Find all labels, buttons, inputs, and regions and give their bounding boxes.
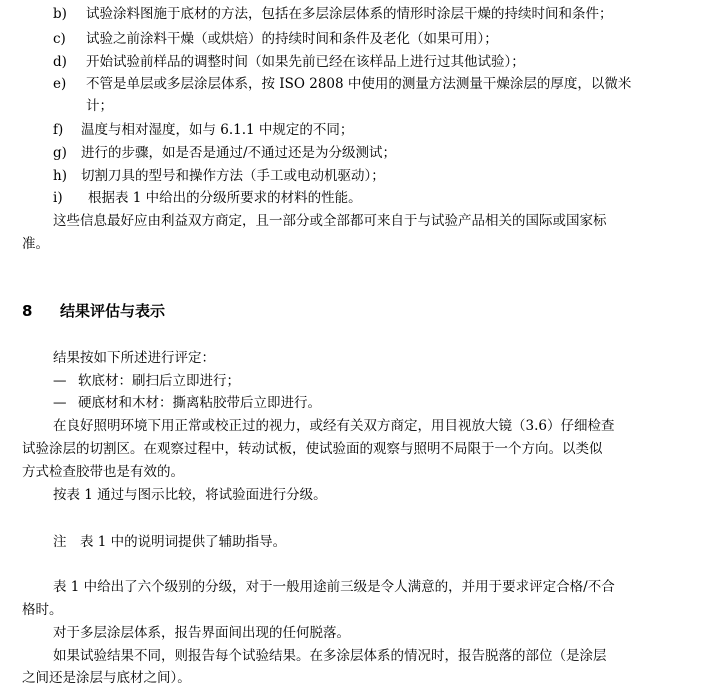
- inspection-paragraph-line-1: 在良好照明环境下用正常或校正过的视力，或经有关双方商定，用目视放大镜（3.6）仔细检查: [53, 418, 615, 434]
- list-item-i: 根据表 1 中给出的分级所要求的材料的性能。: [88, 190, 362, 206]
- list-marker-e: e): [53, 76, 67, 92]
- list-marker-f: f): [53, 122, 64, 138]
- list-item-e: 不管是单层或多层涂层体系，按 ISO 2808 中使用的测量方法测量干燥涂层的厚度，以微米: [86, 76, 632, 92]
- list-marker-g: g): [53, 145, 67, 161]
- list-item-d: 开始试验前样品的调整时间（如果先前已经在该样品上进行过其他试验）；: [86, 54, 525, 70]
- list-item-g: 进行的步骤，如是否是通过/不通过还是为分级测试；: [81, 145, 397, 161]
- table-paragraph-line-2: 格时。: [22, 602, 63, 618]
- list-item-f: 温度与相对湿度，如与 6.1.1 中规定的不同；: [81, 122, 354, 138]
- section-number: 8: [22, 302, 33, 320]
- differ-paragraph-line-1: 如果试验结果不同，则报告每个试验结果。在多涂层体系的情况时，报告脱落的部位（是涂层: [53, 648, 607, 664]
- list-item-b: 试验涂料图施于底材的方法，包括在多层涂层体系的情形时涂层干燥的持续时间和条件；: [86, 6, 613, 22]
- info-paragraph-line-2: 准。: [22, 236, 49, 252]
- section-title: 结果评估与表示: [60, 302, 166, 320]
- dash-marker-2: —: [53, 395, 67, 411]
- list-marker-c: c): [53, 31, 66, 47]
- list-marker-b: b): [53, 6, 67, 22]
- list-marker-d: d): [53, 54, 67, 70]
- list-item-e-continued: 计；: [86, 98, 113, 114]
- compare-paragraph: 按表 1 通过与图示比较，将试验面进行分级。: [53, 487, 327, 503]
- assessment-intro: 结果按如下所述进行评定：: [53, 350, 215, 366]
- dash-item-soft-substrate: 软底材：刷扫后立即进行；: [78, 373, 240, 389]
- list-marker-h: h): [53, 168, 67, 184]
- multilayer-paragraph: 对于多层涂层体系，报告界面间出现的任何脱落。: [53, 625, 350, 641]
- differ-paragraph-line-2: 之间还是涂层与底材之间）。: [22, 670, 191, 686]
- list-item-h: 切割刀具的型号和操作方法（手工或电动机驱动）；: [81, 168, 385, 184]
- info-paragraph-line-1: 这些信息最好应由利益双方商定，且一部分或全部都可来自于与试验产品相关的国际或国家标: [53, 213, 607, 229]
- dash-marker-1: —: [53, 373, 67, 389]
- inspection-paragraph-line-3: 方式检查胶带也是有效的。: [22, 464, 184, 480]
- table-paragraph-line-1: 表 1 中给出了六个级别的分级，对于一般用途前三级是令人满意的，并用于要求评定合格/不合: [53, 579, 615, 595]
- list-item-c: 试验之前涂料干燥（或烘焙）的持续时间和条件及老化（如果可用）；: [86, 31, 498, 47]
- list-marker-i: i): [53, 190, 63, 206]
- note: 注 表 1 中的说明词提供了辅助指导。: [53, 534, 287, 550]
- dash-item-hard-substrate: 硬底材和木材：撕离粘胶带后立即进行。: [78, 395, 321, 411]
- inspection-paragraph-line-2: 试验涂层的切割区。在观察过程中，转动试板，使试验面的观察与照明不局限于一个方向。以类似: [22, 441, 603, 457]
